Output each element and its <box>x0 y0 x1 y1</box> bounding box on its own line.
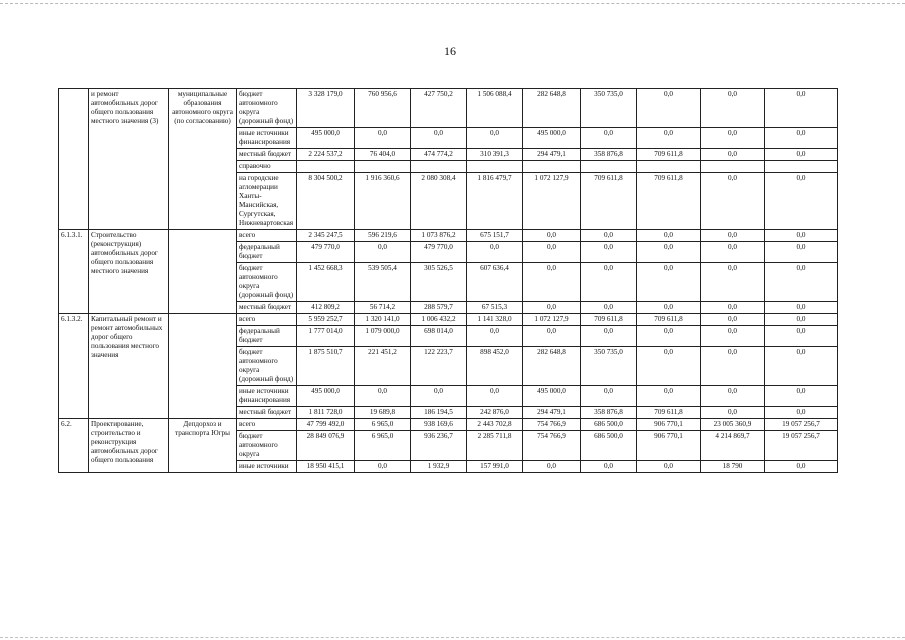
amount-cell: 56 714,2 <box>355 302 411 314</box>
funding-source: справочно <box>237 161 297 173</box>
amount-cell: 2 345 247,5 <box>297 230 355 242</box>
amount-cell: 0,0 <box>701 347 765 386</box>
amount-cell: 607 636,4 <box>467 263 523 302</box>
funding-source: бюджет автономного округа (дорожный фонд) <box>237 89 297 128</box>
amount-cell: 0,0 <box>701 149 765 161</box>
amount-cell: 1 072 127,9 <box>523 314 581 326</box>
funding-source: всего <box>237 230 297 242</box>
amount-cell: 157 991,0 <box>467 461 523 473</box>
amount-cell: 0,0 <box>637 326 701 347</box>
amount-cell: 754 766,9 <box>523 431 581 461</box>
amount-cell: 0,0 <box>765 407 838 419</box>
amount-cell: 0,0 <box>765 314 838 326</box>
amount-cell: 412 809,2 <box>297 302 355 314</box>
amount-cell: 427 750,2 <box>411 89 467 128</box>
amount-cell: 0,0 <box>701 128 765 149</box>
amount-cell: 709 611,8 <box>637 314 701 326</box>
amount-cell: 0,0 <box>701 263 765 302</box>
amount-cell: 282 648,8 <box>523 89 581 128</box>
amount-cell: 0,0 <box>701 302 765 314</box>
page-number: 16 <box>444 44 456 58</box>
amount-cell: 596 219,6 <box>355 230 411 242</box>
amount-cell: 0,0 <box>701 314 765 326</box>
amount-cell: 305 526,5 <box>411 263 467 302</box>
amount-cell: 0,0 <box>523 302 581 314</box>
amount-cell: 350 735,0 <box>581 347 637 386</box>
amount-cell <box>701 161 765 173</box>
amount-cell <box>581 161 637 173</box>
amount-cell: 18 950 415,1 <box>297 461 355 473</box>
amount-cell <box>355 161 411 173</box>
amount-cell: 5 959 252,7 <box>297 314 355 326</box>
amount-cell: 0,0 <box>637 128 701 149</box>
amount-cell: 1 079 000,0 <box>355 326 411 347</box>
amount-cell: 495 000,0 <box>523 386 581 407</box>
amount-cell: 760 956,6 <box>355 89 411 128</box>
amount-cell <box>297 161 355 173</box>
amount-cell: 1 777 014,0 <box>297 326 355 347</box>
scan-edge-bottom <box>0 637 905 638</box>
funding-source: всего <box>237 314 297 326</box>
amount-cell: 19 057 256,7 <box>765 419 838 431</box>
amount-cell: 686 500,0 <box>581 419 637 431</box>
amount-cell <box>411 161 467 173</box>
amount-cell: 1 932,9 <box>411 461 467 473</box>
funding-source: федеральный бюджет <box>237 326 297 347</box>
amount-cell: 0,0 <box>765 149 838 161</box>
amount-cell: 0,0 <box>701 242 765 263</box>
table-row <box>59 230 838 242</box>
amount-cell: 686 500,0 <box>581 431 637 461</box>
amount-cell: 2 443 702,8 <box>467 419 523 431</box>
amount-cell: 0,0 <box>467 326 523 347</box>
row-name: Проектирование, строительство и реконструкция автомобильных дорог общего пользования <box>89 419 169 473</box>
amount-cell: 3 328 179,0 <box>297 89 355 128</box>
funding-source: местный бюджет <box>237 407 297 419</box>
amount-cell: 1 506 088,4 <box>467 89 523 128</box>
amount-cell: 936 236,7 <box>411 431 467 461</box>
row-owner <box>169 230 237 314</box>
amount-cell: 294 479,1 <box>523 407 581 419</box>
amount-cell: 0,0 <box>467 242 523 263</box>
amount-cell: 0,0 <box>765 128 838 149</box>
amount-cell: 495 000,0 <box>297 128 355 149</box>
funding-source: на городские агломерации Ханты-Мансийская, Сургутская, Нижневартовская <box>237 173 297 230</box>
amount-cell: 479 770,0 <box>411 242 467 263</box>
amount-cell: 709 611,8 <box>581 314 637 326</box>
amount-cell: 0,0 <box>637 89 701 128</box>
row-owner: Депдорхоз и транспорта Югры <box>169 419 237 473</box>
amount-cell: 0,0 <box>765 230 838 242</box>
amount-cell: 0,0 <box>701 386 765 407</box>
funding-source: иные источники финансирования <box>237 386 297 407</box>
table-row <box>59 89 838 128</box>
funding-source: федеральный бюджет <box>237 242 297 263</box>
amount-cell: 906 770,1 <box>637 419 701 431</box>
amount-cell: 0,0 <box>355 386 411 407</box>
amount-cell: 19 689,8 <box>355 407 411 419</box>
amount-cell: 0,0 <box>765 386 838 407</box>
row-name: и ремонт автомобильных дорог общего пользования местного значения (3) <box>89 89 169 230</box>
amount-cell: 0,0 <box>581 230 637 242</box>
amount-cell: 1 072 127,9 <box>523 173 581 230</box>
amount-cell: 0,0 <box>701 230 765 242</box>
amount-cell: 186 194,5 <box>411 407 467 419</box>
table-body <box>59 89 838 473</box>
amount-cell: 0,0 <box>637 461 701 473</box>
amount-cell: 6 965,0 <box>355 419 411 431</box>
funding-source: бюджет автономного округа (дорожный фонд) <box>237 347 297 386</box>
funding-source: бюджет автономного округа <box>237 431 297 461</box>
amount-cell: 898 452,0 <box>467 347 523 386</box>
row-name: Капитальный ремонт и ремонт автомобильных дорог общего пользования местного значения <box>89 314 169 419</box>
amount-cell: 1 073 876,2 <box>411 230 467 242</box>
amount-cell: 2 224 537,2 <box>297 149 355 161</box>
amount-cell: 0,0 <box>581 461 637 473</box>
table-row <box>59 314 838 326</box>
amount-cell: 1 320 141,0 <box>355 314 411 326</box>
amount-cell: 709 611,8 <box>637 173 701 230</box>
amount-cell: 0,0 <box>637 347 701 386</box>
amount-cell: 0,0 <box>411 386 467 407</box>
row-owner <box>169 314 237 419</box>
amount-cell: 474 774,2 <box>411 149 467 161</box>
amount-cell: 0,0 <box>581 128 637 149</box>
amount-cell: 47 799 492,0 <box>297 419 355 431</box>
amount-cell: 282 648,8 <box>523 347 581 386</box>
amount-cell: 0,0 <box>581 263 637 302</box>
amount-cell: 709 611,8 <box>637 149 701 161</box>
amount-cell: 0,0 <box>765 347 838 386</box>
funding-source: местный бюджет <box>237 302 297 314</box>
amount-cell: 310 391,3 <box>467 149 523 161</box>
amount-cell: 698 014,0 <box>411 326 467 347</box>
amount-cell: 0,0 <box>411 128 467 149</box>
amount-cell: 358 876,8 <box>581 149 637 161</box>
row-index: 6.1.3.2. <box>59 314 89 419</box>
amount-cell: 0,0 <box>355 242 411 263</box>
amount-cell: 709 611,8 <box>637 407 701 419</box>
amount-cell: 539 505,4 <box>355 263 411 302</box>
amount-cell: 495 000,0 <box>297 386 355 407</box>
amount-cell: 1 875 510,7 <box>297 347 355 386</box>
amount-cell: 0,0 <box>355 461 411 473</box>
amount-cell: 288 579,7 <box>411 302 467 314</box>
amount-cell: 242 876,0 <box>467 407 523 419</box>
amount-cell: 906 770,1 <box>637 431 701 461</box>
amount-cell <box>467 161 523 173</box>
amount-cell: 1 916 360,6 <box>355 173 411 230</box>
amount-cell: 28 849 076,9 <box>297 431 355 461</box>
amount-cell: 479 770,0 <box>297 242 355 263</box>
amount-cell: 0,0 <box>637 302 701 314</box>
amount-cell: 1 816 479,7 <box>467 173 523 230</box>
funding-source: бюджет автономного округа (дорожный фонд) <box>237 263 297 302</box>
funding-source: иные источники финансирования <box>237 128 297 149</box>
amount-cell: 1 452 668,3 <box>297 263 355 302</box>
amount-cell: 0,0 <box>765 173 838 230</box>
amount-cell: 0,0 <box>467 128 523 149</box>
amount-cell: 0,0 <box>765 326 838 347</box>
amount-cell <box>765 161 838 173</box>
amount-cell: 6 965,0 <box>355 431 411 461</box>
amount-cell: 0,0 <box>765 302 838 314</box>
row-name: Строительство (реконструкция) автомобильных дорог общего пользования местного значения <box>89 230 169 314</box>
amount-cell <box>523 161 581 173</box>
amount-cell: 675 151,7 <box>467 230 523 242</box>
amount-cell: 754 766,9 <box>523 419 581 431</box>
amount-cell: 0,0 <box>701 407 765 419</box>
amount-cell: 4 214 869,7 <box>701 431 765 461</box>
amount-cell: 0,0 <box>523 263 581 302</box>
amount-cell: 0,0 <box>637 386 701 407</box>
amount-cell: 0,0 <box>637 263 701 302</box>
amount-cell: 0,0 <box>701 326 765 347</box>
amount-cell: 938 169,6 <box>411 419 467 431</box>
amount-cell: 0,0 <box>765 263 838 302</box>
amount-cell: 0,0 <box>523 230 581 242</box>
amount-cell: 294 479,1 <box>523 149 581 161</box>
amount-cell: 76 404,0 <box>355 149 411 161</box>
budget-table <box>58 88 838 473</box>
amount-cell: 0,0 <box>581 302 637 314</box>
funding-source: всего <box>237 419 297 431</box>
scan-edge-top <box>0 3 905 4</box>
row-index: 6.2. <box>59 419 89 473</box>
amount-cell: 1 811 728,0 <box>297 407 355 419</box>
amount-cell: 19 057 256,7 <box>765 431 838 461</box>
amount-cell: 0,0 <box>701 173 765 230</box>
amount-cell: 67 515,3 <box>467 302 523 314</box>
amount-cell: 8 304 500,2 <box>297 173 355 230</box>
amount-cell <box>637 161 701 173</box>
amount-cell: 495 000,0 <box>523 128 581 149</box>
amount-cell: 0,0 <box>355 128 411 149</box>
row-index <box>59 89 89 230</box>
amount-cell: 0,0 <box>765 242 838 263</box>
table-row <box>59 419 838 431</box>
amount-cell: 0,0 <box>581 326 637 347</box>
amount-cell: 0,0 <box>765 461 838 473</box>
amount-cell: 0,0 <box>701 89 765 128</box>
amount-cell: 0,0 <box>467 386 523 407</box>
amount-cell: 2 080 308,4 <box>411 173 467 230</box>
amount-cell: 0,0 <box>523 326 581 347</box>
amount-cell: 0,0 <box>581 242 637 263</box>
amount-cell: 0,0 <box>765 89 838 128</box>
amount-cell: 2 285 711,8 <box>467 431 523 461</box>
amount-cell: 1 141 328,0 <box>467 314 523 326</box>
amount-cell: 0,0 <box>637 230 701 242</box>
amount-cell: 358 876,8 <box>581 407 637 419</box>
amount-cell: 0,0 <box>637 242 701 263</box>
amount-cell: 18 790 <box>701 461 765 473</box>
amount-cell: 0,0 <box>523 461 581 473</box>
amount-cell: 221 451,2 <box>355 347 411 386</box>
funding-source: иные источники <box>237 461 297 473</box>
row-owner: муниципальные образования автономного округа (по согласованию) <box>169 89 237 230</box>
amount-cell: 350 735,0 <box>581 89 637 128</box>
amount-cell: 709 611,8 <box>581 173 637 230</box>
amount-cell: 1 006 432,2 <box>411 314 467 326</box>
row-index: 6.1.3.1. <box>59 230 89 314</box>
funding-source: местный бюджет <box>237 149 297 161</box>
amount-cell: 0,0 <box>581 386 637 407</box>
amount-cell: 23 005 360,9 <box>701 419 765 431</box>
amount-cell: 0,0 <box>523 242 581 263</box>
amount-cell: 122 223,7 <box>411 347 467 386</box>
